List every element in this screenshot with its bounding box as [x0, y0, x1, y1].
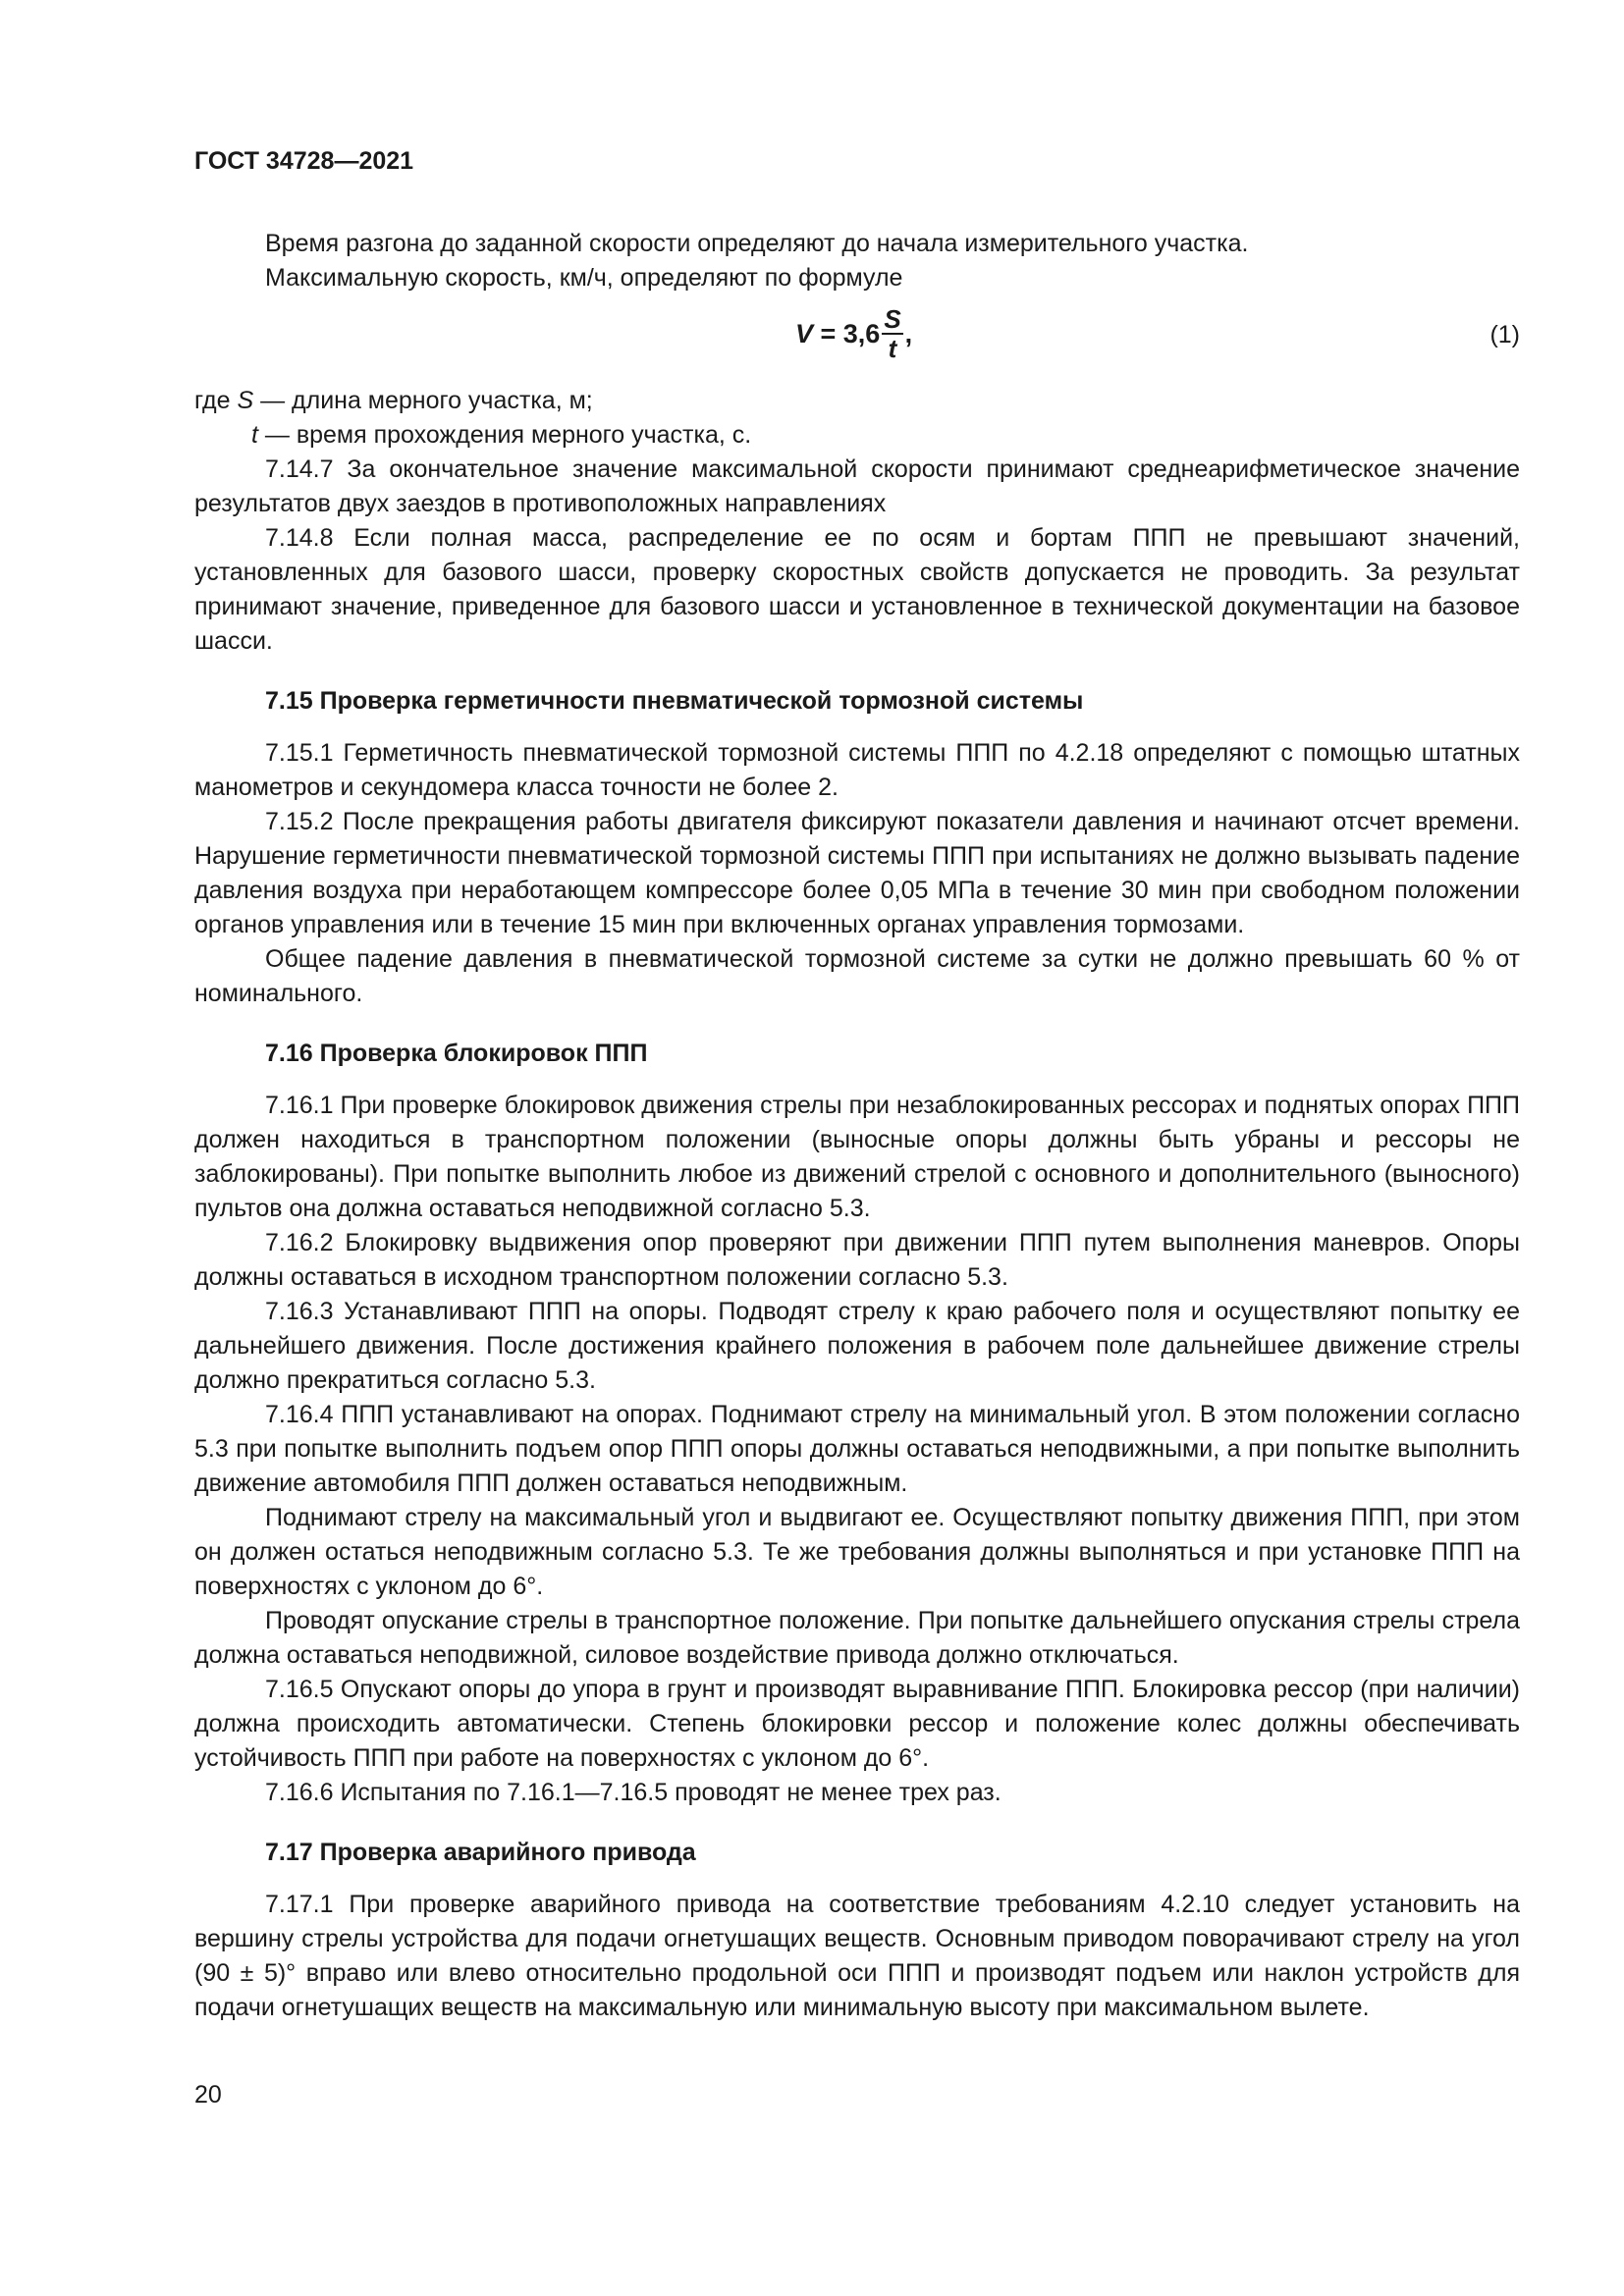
clause-7-15-2-cont: Общее падение давления в пневматической тормозной системе за сутки не должно превышать 60 % от номинального. — [194, 945, 1520, 1007]
clause-7-16-5: 7.16.5 Опускают опоры до упора в грунт и производят выравнивание ППП. Блокировка рессор (при наличии) должна происходить автоматически. Степень блокировки рессор и положение колес должны обеспечивать устойчивость ППП при работе на поверхностях с уклоном до 6°. — [194, 1676, 1520, 1772]
heading-7-15: 7.15 Проверка герметичности пневматической тормозной системы — [265, 687, 1084, 715]
heading-7-16: 7.16 Проверка блокировок ППП — [265, 1040, 648, 1067]
where-s — [194, 384, 1520, 418]
clause-7-16-4: 7.16.4 ППП устанавливают на опорах. Поднимают стрелу на минимальный угол. В этом положении согласно 5.3 при попытке выполнить подъем опор ППП опоры должны оставаться неподвижными, а при попытке выполнить движение автомобиля ППП должен оставаться неподвижным. — [194, 1401, 1520, 1497]
where-t-symbol: t — [251, 421, 258, 449]
clause-7-15-2: 7.15.2 После прекращения работы двигателя фиксируют показатели давления и начинают отсчет времени. Нарушение герметичности пневматической тормозной системы ППП при испытаниях не должно вызывать падение давления воздуха при неработающем компрессоре более 0,05 МПа в течение 30 мин при свободном положении органов управления или в течение 15 мин при включенных органах управления тормозами. — [194, 808, 1520, 938]
formula-denominator: t — [888, 334, 897, 363]
paragraph-acceleration-time: Время разгона до заданной скорости определяют до начала измерительного участка. — [265, 230, 1249, 257]
formula-expression — [795, 305, 912, 362]
where-s-symbol: S — [237, 387, 254, 414]
clause-7-14-7: 7.14.7 За окончательное значение максимальной скорости принимают среднеарифметическое значение результатов двух заездов в противоположных направлениях — [194, 455, 1520, 517]
formula-numerator: S — [884, 304, 901, 334]
clause-7-16-2: 7.16.2 Блокировку выдвижения опор проверяют при движении ППП путем выполнения маневров. Опоры должны оставаться в исходном транспортном положении согласно 5.3. — [194, 1229, 1520, 1291]
clause-7-16-1: 7.16.1 При проверке блокировок движения стрелы при незаблокированных рессорах и поднятых опорах ППП должен находиться в транспортном положении (выносные опоры должны быть убраны и рессоры не заблокированы). При попытке выполнить любое из движений стрелой с основного и дополнительного (выносного) пультов она должна оставаться неподвижной согласно 5.3. — [194, 1092, 1520, 1222]
formula-number: (1) — [1489, 321, 1520, 348]
page-number: 20 — [194, 2081, 222, 2109]
document-page — [194, 147, 1520, 2025]
heading-7-17: 7.17 Проверка аварийного привода — [265, 1839, 696, 1866]
clause-7-15-1: 7.15.1 Герметичность пневматической тормозной системы ППП по 4.2.18 определяют с помощью штатных манометров и секундомера класса точности не более 2. — [194, 739, 1520, 801]
formula-tail: , — [904, 318, 913, 348]
clause-7-16-4-cont-1: Поднимают стрелу на максимальный угол и выдвигают ее. Осуществляют попытку движения ППП, при этом он должен остаться неподвижным согласно 5.3. Те же требования должны выполняться и при установке ППП на поверхностях с уклоном до 6°. — [194, 1504, 1520, 1600]
document-header: ГОСТ 34728—2021 — [194, 147, 414, 175]
clause-7-16-4-cont-2: Проводят опускание стрелы в транспортное положение. При попытке дальнейшего опускания стрелы стрела должна оставаться неподвижной, силовое воздействие привода должно отключаться. — [194, 1607, 1520, 1669]
clause-7-14-8: 7.14.8 Если полная масса, распределение ее по осям и бортам ППП не превышают значений, установленных для базового шасси, проверку скоростных свойств допускается не проводить. За результат принимают значение, приведенное для базового шасси и установленное в технической документации на базовое шасси. — [194, 524, 1520, 655]
formula-lhs: V — [795, 318, 814, 348]
where-t — [194, 418, 1520, 453]
where-lead: где — [194, 387, 238, 414]
clause-7-16-6: 7.16.6 Испытания по 7.16.1—7.16.5 проводят не менее трех раз. — [265, 1779, 1001, 1806]
clause-7-17-1: 7.17.1 При проверке аварийного привода на соответствие требованиям 4.2.10 следует установить на вершину стрелы устройства для подачи огнетушащих веществ. Основным приводом поворачивают стрелу на угол (90 ± 5)° вправо или влево относительно продольной оси ППП и производят подъем или наклон устройств для подачи огнетушащих веществ на максимальную или минимальную высоту при максимальном вылете. — [194, 1891, 1520, 2021]
where-s-text: — длина мерного участка, м; — [253, 387, 593, 414]
paragraph-max-speed-formula-intro: Максимальную скорость, км/ч, определяют по формуле — [265, 264, 903, 292]
where-t-text: — время прохождения мерного участка, с. — [257, 421, 752, 449]
clause-7-16-3: 7.16.3 Устанавливают ППП на опоры. Подводят стрелу к краю рабочего поля и осуществляют попытку ее дальнейшего движения. После достижения крайнего положения в рабочем поле дальнейшее движение стрелы должно прекратиться согласно 5.3. — [194, 1298, 1520, 1394]
formula-1 — [194, 301, 1520, 380]
formula-eq: = 3,6 — [813, 318, 881, 348]
formula-fraction — [882, 305, 902, 362]
